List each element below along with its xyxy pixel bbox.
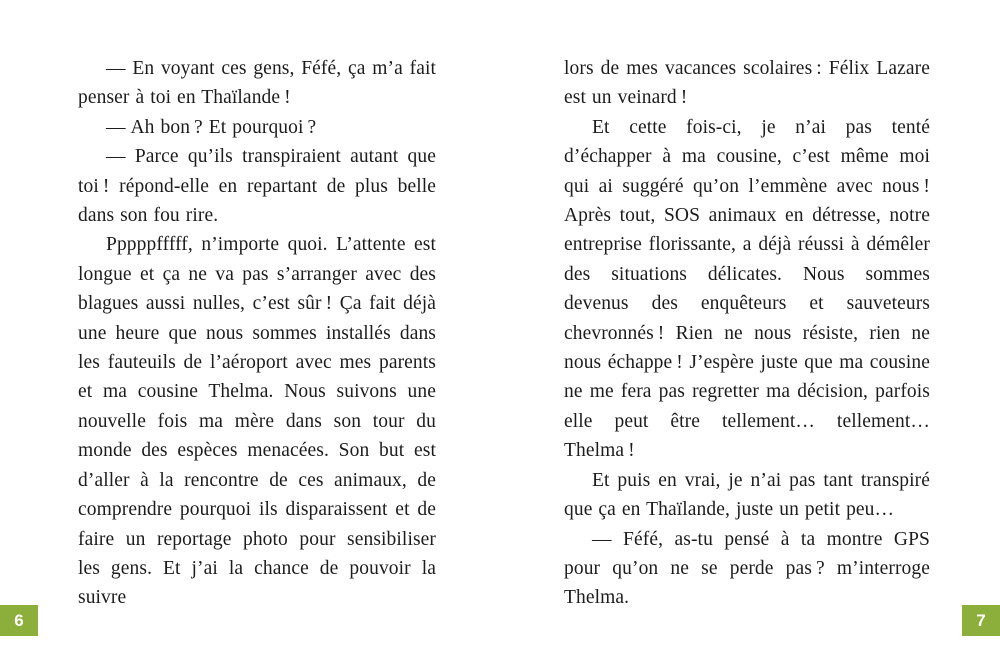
page-number: 7 [976, 610, 986, 630]
paragraph: — Ah bon ? Et pourquoi ? [106, 116, 317, 138]
paragraph: — En voyant ces gens, Féfé, ça m’a fait penser à toi en Thaïlande ! [78, 58, 436, 109]
paragraph: Et cette fois-ci, je n’ai pas tenté d’échapper à ma cousine, c’est même moi qui ai suggéré qu’on l’emmène avec nous ! Après tout, SOS animaux en détresse, notre entreprise florissante, a déjà réussi à démêler des situations délicates. Nous sommes devenus des enquêteurs et sauveteurs chevronnés ! Rien ne nous résiste, rien ne nous échappe ! J’espère juste que ma cousine ne me fera pas regretter ma décision, parfois elle peut être tellement… tellement… Thelma ! [564, 116, 930, 462]
right-page-number-tab [962, 605, 1000, 636]
left-page-text [78, 54, 436, 613]
paragraph: — Parce qu’ils transpiraient autant que toi ! répond-elle en repartant de plus belle dans son fou rire. [78, 146, 436, 227]
left-page-number-tab [0, 605, 38, 636]
page-number: 6 [14, 610, 24, 630]
paragraph: lors de mes vacances scolaires : Félix Lazare est un veinard ! [564, 58, 930, 109]
paragraph: Pppppfffff, n’importe quoi. L’attente est longue et ça ne va pas s’arranger avec des blagues aussi nulles, c’est sûr ! Ça fait déjà une heure que nous sommes installés dans les fauteuils de l’aéroport avec mes parents et ma cousine Thelma. Nous suivons une nouvelle fois ma mère dans son tour du monde des espèces menacées. Son but est d’aller à la rencontre de ces animaux, de comprendre pourquoi ils disparaissent et de faire un reportage photo pour sensibiliser les gens. Et j’ai la chance de pouvoir la suivre [78, 234, 436, 609]
right-page-text [564, 54, 930, 613]
paragraph: Et puis en vrai, je n’ai pas tant transpiré que ça en Thaïlande, juste un petit peu… [564, 469, 930, 521]
paragraph: — Féfé, as-tu pensé à ta montre GPS pour qu’on ne se perde pas ? m’interroge Thelma. [564, 528, 930, 609]
